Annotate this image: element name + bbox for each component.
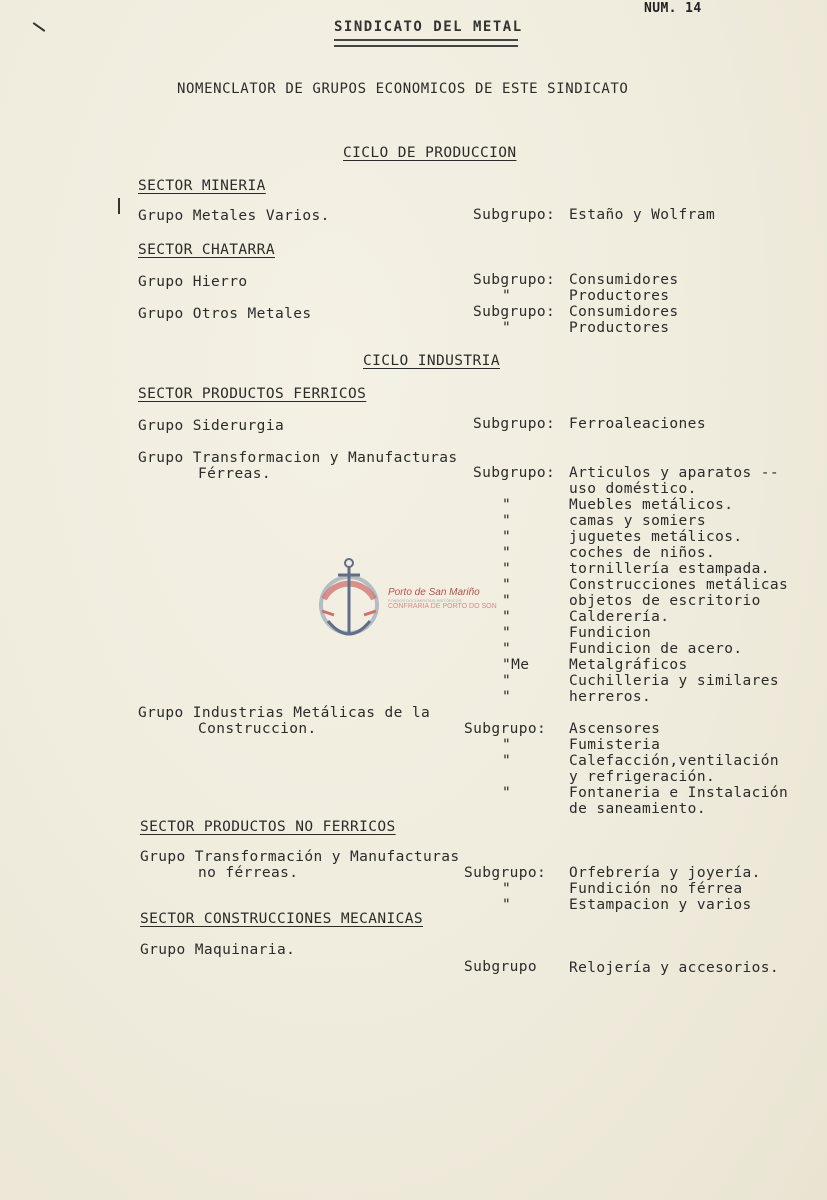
subgrupo-value: Calefacción,ventilación <box>569 753 779 769</box>
subgrupo-label: Subgrupo: <box>473 207 556 223</box>
stray-mark <box>33 22 46 32</box>
subgrupo-value: coches de niños. <box>569 545 716 561</box>
sector-heading: SECTOR MINERIA <box>138 178 266 194</box>
subgrupo-label: Subgrupo: <box>473 416 556 432</box>
subgrupo-value: Fumisteria <box>569 737 661 753</box>
subgrupo-value: Metalgráficos <box>569 657 688 673</box>
grupo-line: Grupo Otros Metales <box>138 306 312 322</box>
subgrupo-value: Fundicion de acero. <box>569 641 743 657</box>
subgrupo-value: Estampacion y varios <box>569 897 752 913</box>
ditto-mark: " <box>502 753 512 769</box>
subgrupo-value: Construcciones metálicas <box>569 577 789 593</box>
ditto-mark: " <box>502 785 512 801</box>
grupo-line: Grupo Industrias Metálicas de la <box>138 705 431 721</box>
subgrupo-label: Subgrupo <box>464 959 538 975</box>
subgrupo-value: de saneamiento. <box>569 801 706 817</box>
title-double-rule <box>334 39 518 47</box>
subgrupo-value: juguetes metálicos. <box>569 529 743 545</box>
ditto-mark: " <box>502 673 512 689</box>
ditto-mark: " <box>502 737 512 753</box>
subgrupo-value: Fundicion <box>569 625 652 641</box>
cycle-heading: CICLO INDUSTRIA <box>363 353 500 369</box>
subgrupo-value: Ascensores <box>569 721 661 737</box>
subgrupo-value: Fundición no férrea <box>569 881 743 897</box>
subgrupo-value: objetos de escritorio <box>569 593 761 609</box>
subgrupo-value: y refrigeración. <box>569 769 716 785</box>
stamp-line-3: CONFRARIA DE PORTO DO SON <box>388 603 497 610</box>
sector-heading: SECTOR PRODUCTOS FERRICOS <box>138 386 367 402</box>
sector-heading: SECTOR CHATARRA <box>138 242 275 258</box>
grupo-line: Grupo Maquinaria. <box>140 942 296 958</box>
ditto-mark: " <box>502 529 512 545</box>
ditto-mark: " <box>502 609 512 625</box>
subgrupo-value: Orfebrería y joyería. <box>569 865 761 881</box>
ditto-mark: " <box>502 897 512 913</box>
subgrupo-value: Ferroaleaciones <box>569 416 706 432</box>
subgrupo-value: Consumidores <box>569 304 679 320</box>
subgrupo-value: Productores <box>569 288 670 304</box>
subgrupo-label: Subgrupo: <box>473 272 556 288</box>
ditto-mark: " <box>502 513 512 529</box>
subgrupo-value: Cuchilleria y similares <box>569 673 779 689</box>
subgrupo-label: Subgrupo: <box>464 721 547 737</box>
subgrupo-label: Subgrupo: <box>464 865 547 881</box>
grupo-line-continued: no férreas. <box>198 865 299 881</box>
sector-heading: SECTOR PRODUCTOS NO FERRICOS <box>140 819 396 835</box>
subgrupo-value: Productores <box>569 320 670 336</box>
subgrupo-value: camas y somiers <box>569 513 706 529</box>
grupo-line: Grupo Transformacion y Manufacturas <box>138 450 458 466</box>
ditto-mark: "Me <box>502 657 530 673</box>
ditto-mark: " <box>502 641 512 657</box>
ditto-mark: " <box>502 320 512 336</box>
ditto-mark: " <box>502 497 512 513</box>
ditto-mark: " <box>502 593 512 609</box>
grupo-line: Grupo Siderurgia <box>138 418 285 434</box>
ditto-mark: " <box>502 561 512 577</box>
ditto-mark: " <box>502 625 512 641</box>
cycle-heading: CICLO DE PRODUCCION <box>343 145 517 161</box>
reference-number: NUM. 14 <box>644 1 702 16</box>
document-title: NOMENCLATOR DE GRUPOS ECONOMICOS DE ESTE SINDICATO <box>177 81 629 97</box>
subgrupo-value: Muebles metálicos. <box>569 497 734 513</box>
union-title: SINDICATO DEL METAL <box>334 19 523 35</box>
grupo-line: Grupo Metales Varios. <box>138 208 330 224</box>
ditto-mark: " <box>502 881 512 897</box>
stamp-line-2: FONDOS DOCUMENTAIS HISTÓRICOS <box>388 598 462 603</box>
grupo-line-continued: Construccion. <box>198 721 317 737</box>
subgrupo-value: Relojería y accesorios. <box>569 960 779 976</box>
subgrupo-value: Articulos y aparatos -- <box>569 465 779 481</box>
stamp-caption <box>388 587 508 610</box>
ditto-mark: " <box>502 545 512 561</box>
ditto-mark: " <box>502 689 512 705</box>
subgrupo-value: uso doméstico. <box>569 481 697 497</box>
subgrupo-value: tornillería estampada. <box>569 561 770 577</box>
stamp-line-1: Porto de San Mariño <box>388 587 480 598</box>
subgrupo-label: Subgrupo: <box>473 304 556 320</box>
grupo-line-continued: Férreas. <box>198 466 272 482</box>
grupo-line: Grupo Transformación y Manufacturas <box>140 849 460 865</box>
sector-heading: SECTOR CONSTRUCCIONES MECANICAS <box>140 911 424 927</box>
subgrupo-value: Consumidores <box>569 272 679 288</box>
ditto-mark: " <box>502 288 512 304</box>
grupo-line: Grupo Hierro <box>138 274 248 290</box>
stray-mark <box>118 198 120 214</box>
subgrupo-value: Estaño y Wolfram <box>569 207 716 223</box>
anchor-stamp-icon <box>316 555 382 647</box>
subgrupo-value: herreros. <box>569 689 652 705</box>
subgrupo-value: Calderería. <box>569 609 670 625</box>
subgrupo-value: Fontaneria e Instalación <box>569 785 789 801</box>
ditto-mark: " <box>502 577 512 593</box>
subgrupo-label: Subgrupo: <box>473 465 556 481</box>
